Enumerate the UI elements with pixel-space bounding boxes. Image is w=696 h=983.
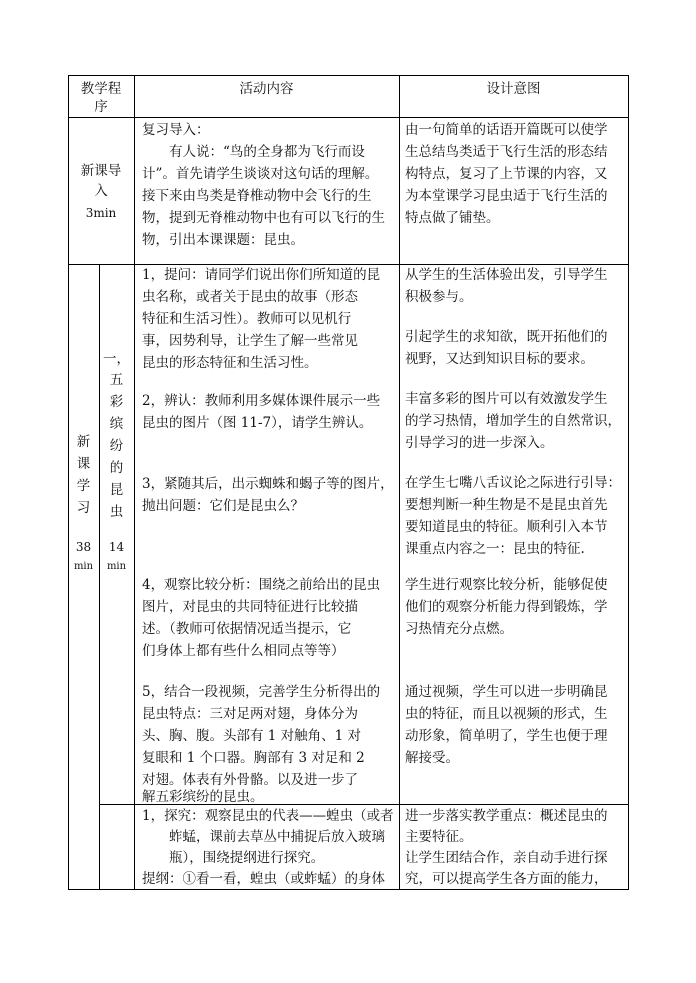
step1-line: 事，因势利导，让学生了解一些常见 (142, 333, 358, 349)
purpose3-line: 引导学习的进一步深入。 (405, 435, 554, 451)
purpose4-line: 要想判断一种生物是不是昆虫首先 (405, 497, 608, 513)
step5-line: 5，结合一段视频，完善学生分析得出的 (142, 684, 381, 700)
purpose4-line: 要知道昆虫的特征。顺利引入本节 (405, 519, 608, 535)
table-right-border (628, 75, 629, 890)
step5-line: 昆虫特点：三对足两对翅，身体分为 (142, 706, 358, 722)
step1-line: 昆虫的形态特征和生活习性。 (142, 355, 318, 371)
purpose1-line: 从学生的生活体验出发，引导学生 (405, 267, 608, 283)
step2-line: 2，辨认：教师利用多媒体课件展示一些 (142, 393, 381, 409)
section2-purpose-line: 主要特征。 (405, 829, 473, 845)
intro-purpose-line: 为本堂课学习昆虫适于飞行生活的 (405, 188, 608, 204)
purpose4-line: 在学生七嘴八舌议论之际进行引导： (405, 475, 621, 491)
purpose6-line: 通过视频，学生可以进一步明确昆 (405, 684, 608, 700)
step3-line: 抛出问题：它们是昆虫么？ (142, 498, 304, 514)
header-bottom-border (68, 117, 629, 118)
purpose4-line: 课重点内容之一：昆虫的特征. (405, 541, 585, 557)
section2-content-line: 瓶），围绕提纲进行探究。 (142, 850, 325, 866)
step5-line: 对翅。体表有外骨骼。以及进一步了 (142, 772, 358, 788)
step1-line: 1，提问：请同学们说出你们所知道的昆 (142, 267, 381, 283)
new-lesson-stage-char: 课 (76, 456, 91, 472)
section2-content-line: 蚱蜢，课前去草丛中捕捉后放入玻璃 (142, 829, 385, 845)
header-stage-line2: 序 (94, 99, 108, 115)
section1-time-unit: min (106, 561, 127, 572)
purpose5-line: 习热情充分点燃。 (405, 621, 513, 637)
section2-purpose-line: 让学生团结合作，亲自动手进行探 (405, 850, 608, 866)
step4-line: 述。（教师可依据情况适当提示，它 (142, 621, 352, 637)
section1-title-char: 彩 (109, 394, 124, 410)
section2-purpose-line: 究，可以提高学生各方面的能力， (405, 871, 608, 887)
intro-content-line: 复习导入： (142, 122, 210, 138)
step5-line: 解五彩缤纷的昆虫。 (142, 789, 264, 805)
intro-content-line: 有人说：“鸟的全身都为飞行而设 (142, 144, 365, 160)
section1-title-char: 缤 (109, 416, 124, 432)
purpose6-line: 虫的特征，而且以视频的形式，生 (405, 706, 608, 722)
header-activity: 活动内容 (239, 81, 294, 97)
step1-line: 特征和生活习性）。教师可以见机行 (142, 311, 352, 327)
purpose3-line: 的学习热情，增加学生的自然常识， (405, 413, 621, 429)
purpose6-line: 解接受。 (405, 750, 459, 766)
purpose2-line: 引起学生的求知欲，既开拓他们的 (405, 329, 608, 345)
intro-purpose-line: 特点做了铺垫。 (405, 210, 500, 226)
section1-title-char: 纷 (109, 438, 124, 454)
section1-time: 14 (108, 540, 125, 554)
step2-line: 昆虫的图片（图 11-7），请学生辨认。 (142, 415, 373, 431)
content-col-divider (134, 75, 135, 265)
step4-line: 4，观察比较分析：围绕之前给出的昆虫 (142, 577, 381, 593)
step5-line: 头、胸、腹。头部有 1 对触角、1 对 (142, 728, 362, 744)
intro-content-line: 计”。首先请学生谈谈对这句话的理解。 (142, 166, 379, 182)
step5-line: 复眼和 1 个口器。胸部有 3 对足和 2 (142, 750, 365, 766)
section1-title-char: 一， (103, 351, 130, 367)
step1-line: 虫名称，或者关于昆虫的故事（形态 (142, 289, 358, 305)
intro-purpose-line: 构特点，复习了上节课的内容，又 (405, 166, 608, 182)
section1-title-char: 虫 (109, 504, 124, 520)
section1-title-char: 昆 (109, 482, 124, 498)
purpose-col-divider (399, 75, 400, 890)
table-top-border (68, 75, 629, 76)
section2-purpose-line: 进一步落实教学重点：概述昆虫的 (405, 808, 608, 824)
intro-stage-line1: 新课导 (80, 163, 122, 179)
intro-content-line: 物，提到无脊椎动物中也有可以飞行的生 (142, 210, 385, 226)
header-stage-line1: 教学程 (80, 81, 122, 97)
intro-content-line: 物，引出本课课题：昆虫。 (142, 232, 304, 248)
purpose5-line: 学生进行观察比较分析，能够促使 (405, 577, 608, 593)
new-lesson-time-unit: min (73, 561, 94, 572)
intro-content-line: 接下来由鸟类是脊椎动物中会飞行的生 (142, 188, 372, 204)
step3-line: 3，紧随其后，出示蜘蛛和蝎子等的图片， (142, 476, 394, 492)
purpose2-line: 视野，又达到知识目标的要求。 (405, 351, 594, 367)
section-col-divider (134, 264, 135, 890)
purpose6-line: 动形象，简单明了，学生也便于理 (405, 728, 608, 744)
new-lesson-stage-char: 新 (76, 434, 91, 450)
intro-stage-line2: 入 (94, 183, 108, 199)
header-purpose: 设计意图 (486, 81, 541, 97)
new-lesson-stage-char: 习 (76, 500, 91, 516)
purpose3-line: 丰富多彩的图片可以有效激发学生 (405, 391, 608, 407)
purpose1-line: 积极参与。 (405, 289, 473, 305)
section2-content-line: 1，探究：观察昆虫的代表——蝗虫（或者 (142, 808, 394, 824)
section1-title-char: 的 (109, 460, 124, 476)
intro-purpose-line: 由一句简单的话语开篇既可以使学 (405, 122, 608, 138)
new-lesson-time: 38 (75, 540, 92, 554)
intro-purpose-line: 生总结鸟类适于飞行生活的形态结 (405, 144, 608, 160)
step4-line: 图片，对昆虫的共同特征进行比较描 (142, 599, 358, 615)
section2-content-line: 提纲：①看一看，蝗虫（或蚱蜢）的身体 (142, 871, 385, 887)
section1-title-char: 五 (109, 372, 124, 388)
intro-time: 3min (85, 206, 117, 220)
step4-line: 们身体上都有些什么相同点等等） (142, 643, 345, 659)
new-lesson-stage-char: 学 (76, 478, 91, 494)
purpose5-line: 他们的观察分析能力得到锻炼，学 (405, 599, 608, 615)
